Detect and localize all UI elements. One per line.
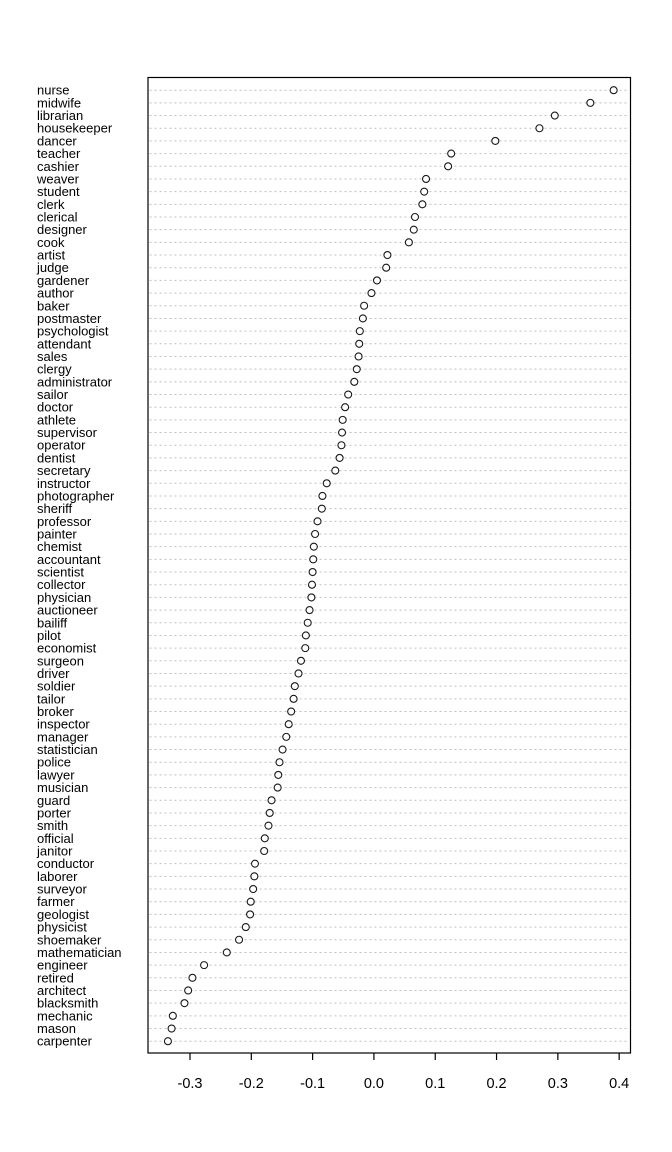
data-point bbox=[247, 898, 254, 905]
data-point bbox=[274, 784, 281, 791]
category-label: police bbox=[37, 754, 71, 770]
data-point bbox=[353, 366, 360, 373]
category-label: clergy bbox=[37, 361, 72, 377]
category-label: gardener bbox=[37, 272, 90, 288]
category-label: carpenter bbox=[37, 1033, 92, 1049]
data-point bbox=[319, 492, 326, 499]
category-label: tailor bbox=[37, 691, 66, 707]
x-tick-label: 0.0 bbox=[363, 1076, 385, 1092]
data-point bbox=[261, 848, 268, 855]
category-label: janitor bbox=[37, 843, 73, 859]
data-point bbox=[223, 949, 230, 956]
data-point bbox=[323, 480, 330, 487]
category-label: statistician bbox=[37, 742, 98, 758]
data-point bbox=[359, 315, 366, 322]
data-point bbox=[351, 378, 358, 385]
category-label: retired bbox=[37, 970, 74, 986]
category-label: driver bbox=[37, 665, 70, 681]
category-label: pilot bbox=[37, 627, 61, 643]
data-point bbox=[236, 936, 243, 943]
data-point bbox=[361, 302, 368, 309]
data-point bbox=[448, 150, 455, 157]
category-label: guard bbox=[37, 792, 71, 808]
category-label: judge bbox=[37, 260, 69, 276]
data-point bbox=[295, 670, 302, 677]
category-label: shoemaker bbox=[37, 932, 102, 948]
x-tick-label: 0.3 bbox=[547, 1076, 568, 1092]
category-label: clerical bbox=[37, 209, 78, 225]
data-point bbox=[251, 860, 258, 867]
category-label: artist bbox=[37, 247, 66, 263]
data-point bbox=[291, 683, 298, 690]
data-point bbox=[356, 340, 363, 347]
category-label: sales bbox=[37, 348, 68, 364]
x-tick-label: -0.3 bbox=[177, 1076, 203, 1092]
category-label: scientist bbox=[37, 564, 84, 580]
data-point bbox=[445, 163, 452, 170]
category-label: manager bbox=[37, 729, 89, 745]
data-point bbox=[338, 442, 345, 449]
category-label: mechanic bbox=[37, 1008, 93, 1024]
x-tick-label: 0.1 bbox=[425, 1076, 446, 1092]
data-point bbox=[373, 277, 380, 284]
data-point bbox=[551, 112, 558, 119]
data-point bbox=[288, 708, 295, 715]
category-label: midwife bbox=[37, 95, 82, 111]
category-label: architect bbox=[37, 982, 87, 998]
category-label: cashier bbox=[37, 158, 79, 174]
data-point bbox=[339, 416, 346, 423]
category-label: physicist bbox=[37, 919, 87, 935]
category-label: secretary bbox=[37, 463, 91, 479]
plot-box bbox=[148, 78, 631, 1054]
category-label: student bbox=[37, 184, 80, 200]
data-point bbox=[345, 391, 352, 398]
category-label: athlete bbox=[37, 412, 77, 428]
data-point bbox=[492, 137, 499, 144]
data-point bbox=[297, 657, 304, 664]
category-label: broker bbox=[37, 704, 74, 720]
data-point bbox=[279, 746, 286, 753]
category-label: housekeeper bbox=[37, 120, 113, 136]
category-label: collector bbox=[37, 577, 86, 593]
data-point bbox=[419, 201, 426, 208]
category-label: official bbox=[37, 830, 74, 846]
data-point bbox=[310, 556, 317, 563]
category-label: postmaster bbox=[37, 310, 102, 326]
category-label: lawyer bbox=[37, 767, 75, 783]
category-label: administrator bbox=[37, 374, 113, 390]
category-label: physician bbox=[37, 589, 92, 605]
category-label: bailiff bbox=[37, 615, 68, 631]
category-label: psychologist bbox=[37, 323, 109, 339]
data-point bbox=[318, 505, 325, 512]
category-label: cook bbox=[37, 234, 65, 250]
data-point bbox=[275, 771, 282, 778]
category-label: blacksmith bbox=[37, 995, 99, 1011]
category-label: engineer bbox=[37, 957, 88, 973]
data-point bbox=[342, 404, 349, 411]
data-point bbox=[250, 886, 257, 893]
data-point bbox=[261, 835, 268, 842]
category-label: weaver bbox=[37, 171, 79, 187]
category-label: operator bbox=[37, 437, 86, 453]
category-label: geologist bbox=[37, 906, 90, 922]
x-tick-label: 0.4 bbox=[609, 1076, 630, 1092]
data-point bbox=[265, 822, 272, 829]
category-label: clerk bbox=[37, 196, 65, 212]
category-label: sailor bbox=[37, 387, 69, 403]
category-label: baker bbox=[37, 298, 70, 314]
category-label: dentist bbox=[37, 450, 76, 466]
category-label: mathematician bbox=[37, 944, 122, 960]
category-label: instructor bbox=[37, 475, 91, 491]
data-point bbox=[283, 733, 290, 740]
data-point bbox=[332, 467, 339, 474]
category-label: nurse bbox=[37, 82, 70, 98]
data-point bbox=[285, 721, 292, 728]
category-label: librarian bbox=[37, 108, 84, 124]
data-point bbox=[314, 518, 321, 525]
data-point bbox=[309, 581, 316, 588]
data-point bbox=[201, 962, 208, 969]
category-label: economist bbox=[37, 640, 97, 656]
category-label: photographer bbox=[37, 488, 115, 504]
data-point bbox=[164, 1038, 171, 1045]
data-point bbox=[168, 1025, 175, 1032]
data-point bbox=[169, 1012, 176, 1019]
category-label: farmer bbox=[37, 894, 75, 910]
category-label: musician bbox=[37, 780, 89, 796]
data-point bbox=[610, 87, 617, 94]
data-point bbox=[383, 264, 390, 271]
data-point bbox=[308, 594, 315, 601]
data-point bbox=[181, 1000, 188, 1007]
data-point bbox=[355, 353, 362, 360]
category-label: doctor bbox=[37, 399, 74, 415]
data-point bbox=[290, 695, 297, 702]
category-label: supervisor bbox=[37, 425, 97, 441]
data-point bbox=[423, 175, 430, 182]
data-point bbox=[356, 328, 363, 335]
data-point bbox=[384, 252, 391, 259]
category-label: chemist bbox=[37, 539, 82, 555]
data-point bbox=[242, 924, 249, 931]
category-label: teacher bbox=[37, 146, 81, 162]
data-point bbox=[268, 797, 275, 804]
category-label: surgeon bbox=[37, 653, 84, 669]
category-label: professor bbox=[37, 513, 92, 529]
category-label: accountant bbox=[37, 551, 101, 567]
data-point bbox=[587, 99, 594, 106]
data-point bbox=[310, 543, 317, 550]
data-point bbox=[405, 239, 412, 246]
category-label: sheriff bbox=[37, 501, 73, 517]
x-tick-label: -0.2 bbox=[238, 1076, 264, 1092]
data-point bbox=[276, 759, 283, 766]
data-point bbox=[247, 911, 254, 918]
data-point bbox=[306, 607, 313, 614]
data-point bbox=[189, 974, 196, 981]
category-label: designer bbox=[37, 222, 87, 238]
data-point bbox=[410, 226, 417, 233]
data-point bbox=[536, 125, 543, 132]
category-label: smith bbox=[37, 818, 69, 834]
category-label: porter bbox=[37, 805, 71, 821]
category-label: laborer bbox=[37, 868, 78, 884]
data-point bbox=[309, 569, 316, 576]
data-point bbox=[312, 531, 319, 538]
data-point bbox=[336, 454, 343, 461]
category-label: auctioneer bbox=[37, 602, 98, 618]
x-tick-label: 0.2 bbox=[486, 1076, 507, 1092]
data-point bbox=[411, 214, 418, 221]
data-point bbox=[304, 619, 311, 626]
data-point bbox=[339, 429, 346, 436]
data-point bbox=[368, 290, 375, 297]
category-label: surveyor bbox=[37, 881, 87, 897]
category-label: soldier bbox=[37, 678, 76, 694]
category-label: inspector bbox=[37, 716, 90, 732]
data-point bbox=[421, 188, 428, 195]
data-point bbox=[302, 632, 309, 639]
data-point bbox=[185, 987, 192, 994]
category-label: attendant bbox=[37, 336, 92, 352]
category-label: dancer bbox=[37, 133, 77, 149]
data-point bbox=[266, 809, 273, 816]
data-point bbox=[302, 645, 309, 652]
data-point bbox=[251, 873, 258, 880]
category-label: conductor bbox=[37, 856, 95, 872]
category-label: author bbox=[37, 285, 74, 301]
category-label: mason bbox=[37, 1021, 77, 1037]
category-label: painter bbox=[37, 526, 77, 542]
x-tick-label: -0.1 bbox=[300, 1076, 326, 1092]
